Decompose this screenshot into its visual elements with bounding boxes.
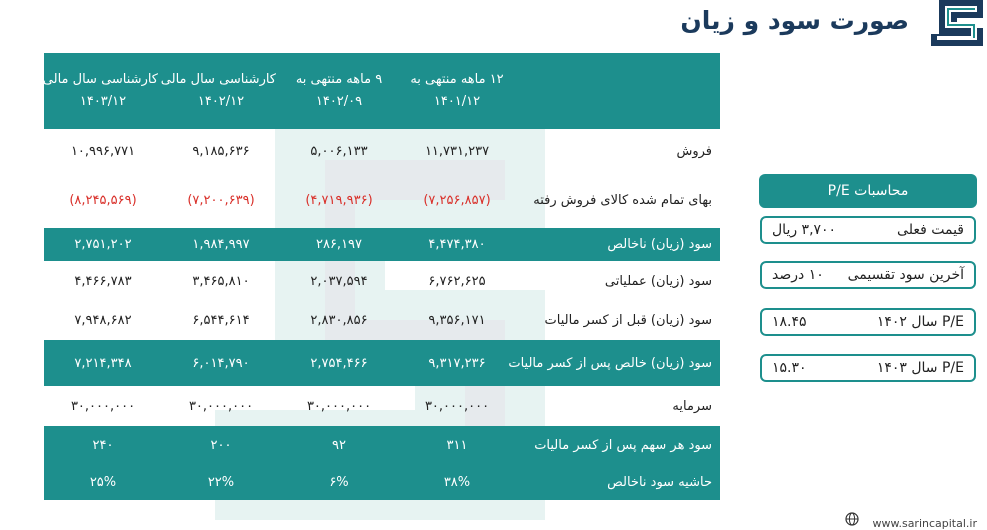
table-cell: ۵,۰۰۶,۱۳۳ <box>310 143 368 159</box>
table-cell: ۲,۷۵۱,۲۰۲ <box>44 228 162 261</box>
row-label: فروش <box>676 143 712 159</box>
table-cell: ۳۰,۰۰۰,۰۰۰ <box>424 398 490 414</box>
row-label: سود هر سهم پس از کسر مالیات <box>516 426 720 464</box>
table-row <box>44 173 720 228</box>
pe-item-value: ۳,۷۰۰ ریال <box>772 222 837 238</box>
table-cell: ۲۵% <box>44 464 162 500</box>
table-cell: ۱,۹۸۴,۹۹۷ <box>162 228 280 261</box>
pe-item-value: ۱۸.۴۵ <box>772 314 807 330</box>
table-cell: ۴,۴۶۶,۷۸۳ <box>74 273 132 289</box>
table-cell: ۲۰۰ <box>162 426 280 464</box>
pe-item-label: قیمت فعلی <box>897 222 964 238</box>
table-row <box>44 426 720 464</box>
table-cell: (۷,۲۰۰,۶۳۹) <box>187 193 255 208</box>
income-statement-table <box>44 53 720 500</box>
table-cell: ۶,۵۴۴,۶۱۴ <box>192 313 250 328</box>
pe-item-pe-1403 <box>760 354 976 382</box>
pe-item-last-dividend <box>760 261 976 289</box>
row-label: سرمایه <box>672 398 712 414</box>
table-cell: ۱۰,۹۹۶,۷۷۱ <box>70 143 136 159</box>
table-cell: ۲,۰۳۷,۵۹۴ <box>310 273 368 289</box>
row-label: سود (زیان) ناخالص <box>516 228 720 261</box>
column-header-line1: ۹ ماهه منتهی به <box>295 72 383 87</box>
header-label-cell <box>516 53 720 129</box>
table-row <box>44 261 720 301</box>
table-cell: ۲۴۰ <box>44 426 162 464</box>
table-cell: ۹۲ <box>280 426 398 464</box>
table-row <box>44 129 720 173</box>
column-header <box>398 53 516 129</box>
website-link[interactable]: www.sarincapital.ir <box>872 517 977 530</box>
pe-item-label: P/E سال ۱۴۰۲ <box>876 314 964 330</box>
table-cell: ۲۸۶,۱۹۷ <box>280 228 398 261</box>
column-header-line2: ۱۴۰۳/۱۲ <box>79 94 127 109</box>
table-cell: ۲,۸۳۰,۸۵۶ <box>310 313 368 328</box>
column-header <box>280 53 398 129</box>
column-header <box>162 53 280 129</box>
row-label: حاشیه سود ناخالص <box>516 464 720 500</box>
table-cell: ۱۱,۷۳۱,۲۳۷ <box>424 143 490 159</box>
table-cell: ۹,۱۸۵,۶۳۶ <box>192 143 250 159</box>
column-header <box>44 53 162 129</box>
column-header-line2: ۱۴۰۱/۱۲ <box>433 94 481 109</box>
table-cell: ۶,۷۶۲,۶۲۵ <box>428 273 486 289</box>
table-cell: (۸,۲۴۵,۵۶۹) <box>69 193 137 208</box>
table-cell: ۳,۴۶۵,۸۱۰ <box>192 273 250 289</box>
table-cell: ۹,۳۱۷,۲۳۶ <box>398 340 516 386</box>
row-label: سود (زیان) خالص پس از کسر مالیات <box>516 340 720 386</box>
pe-panel-heading: محاسبات P/E <box>759 174 977 208</box>
table-row <box>44 340 720 386</box>
row-label: سود (زیان) عملیاتی <box>604 273 712 289</box>
table-row <box>44 464 720 500</box>
table-cell: ۷,۲۱۴,۳۴۸ <box>44 340 162 386</box>
column-header-line2: ۱۴۰۲/۰۹ <box>315 94 363 109</box>
table-cell: ۷,۹۴۸,۶۸۲ <box>74 313 132 328</box>
brand-logo-icon <box>921 0 983 46</box>
table-cell: (۷,۲۵۶,۸۵۷) <box>423 193 491 208</box>
page-title: صورت سود و زیان <box>680 6 909 35</box>
table-row <box>44 301 720 340</box>
table-row <box>44 228 720 261</box>
globe-icon <box>845 512 859 526</box>
pe-item-value: ۱۵.۳۰ <box>772 360 807 376</box>
table-cell: ۳۱۱ <box>398 426 516 464</box>
table-header-row <box>44 53 720 129</box>
table-cell: ۹,۳۵۶,۱۷۱ <box>428 313 486 328</box>
pe-item-pe-1402 <box>760 308 976 336</box>
table-row <box>44 386 720 426</box>
column-header-line1: کارشناسی سال مالی <box>160 72 276 87</box>
table-cell: ۶% <box>280 464 398 500</box>
table-cell: ۴,۴۷۴,۳۸۰ <box>398 228 516 261</box>
column-header-line1: کارشناسی سال مالی <box>42 72 158 87</box>
table-cell: ۶,۰۱۴,۷۹۰ <box>162 340 280 386</box>
table-cell: ۳۰,۰۰۰,۰۰۰ <box>306 398 372 414</box>
row-label: بهای تمام شده کالای فروش رفته <box>533 193 712 208</box>
table-cell: ۲,۷۵۴,۴۶۶ <box>280 340 398 386</box>
pe-item-label: P/E سال ۱۴۰۳ <box>876 360 964 376</box>
table-cell: ۳۸% <box>398 464 516 500</box>
pe-item-value: ۱۰ درصد <box>772 267 824 283</box>
table-cell: ۳۰,۰۰۰,۰۰۰ <box>70 398 136 414</box>
table-cell: (۴,۷۱۹,۹۳۶) <box>305 193 373 208</box>
row-label: سود (زیان) قبل از کسر مالیات <box>544 313 712 328</box>
pe-item-label: آخرین سود تقسیمی <box>847 267 964 283</box>
table-cell: ۳۰,۰۰۰,۰۰۰ <box>188 398 254 414</box>
pe-item-current-price <box>760 216 976 244</box>
column-header-line1: ۱۲ ماهه منتهی به <box>410 72 504 87</box>
column-header-line2: ۱۴۰۲/۱۲ <box>197 94 245 109</box>
table-cell: ۲۲% <box>162 464 280 500</box>
